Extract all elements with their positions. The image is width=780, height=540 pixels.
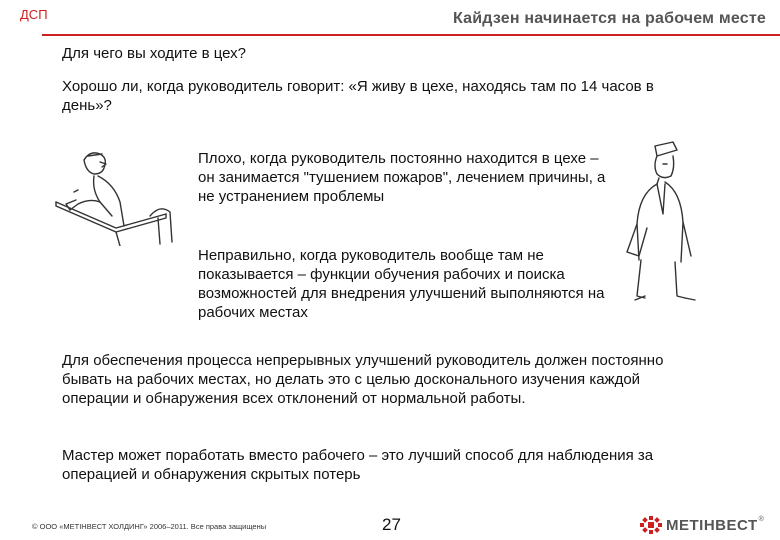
classification-tag: ДСП [20,7,48,22]
paragraph-continuous-improvement: Для обеспечения процесса непрерывных улучшений руководитель должен постоянно бывать на рабочих местах, но делать это с целью досконального изучения каждой операции и обнаружения всех отклонений от нормальной работы. [62,352,664,407]
paragraph-master-replaces-worker: Мастер может поработать вместо рабочего – это лучший способ для наблюдения за операцией и обнаружения скрытых потерь [62,447,654,483]
logo-registered-mark: ® [758,516,764,523]
paragraph-constant-presence: Плохо, когда руководитель постоянно находится в цехе – он занимается "тушением пожаров", лечением причины, а не устранением проблемы [198,150,606,205]
copyright-notice: © ООО «МЕТІНВЕСТ ХОЛДИНГ» 2006–2011. Все права защищены [32,522,267,531]
paragraph-never-present: Неправильно, когда руководитель вообще там не показывается – функции обучения рабочих и поиска возможностей для внедрения улучшений выполняются на рабочих местах [198,247,605,321]
slide-title: Кайдзен начинается на рабочем месте [453,10,766,27]
question-2: Хорошо ли, когда руководитель говорит: «Я живу в цехе, находясь там по 14 часов в день»? [62,78,654,114]
sketch-man-writing-icon [54,146,184,246]
metinvest-logo-icon [640,516,662,534]
question-1: Для чего вы ходите в цех? [62,45,247,62]
logo-text: МЕТІНВЕСТ [666,516,758,534]
page-number: 27 [382,515,401,534]
sketch-man-standing-icon [615,138,700,306]
header-divider [42,34,780,36]
company-logo [640,516,764,534]
